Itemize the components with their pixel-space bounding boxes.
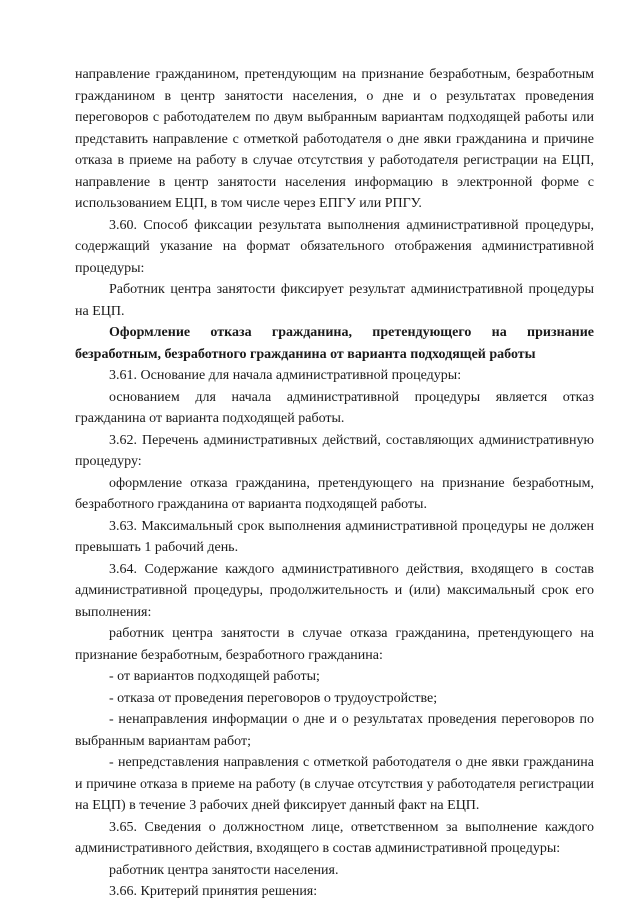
document-body	[75, 64, 594, 903]
list-item-no-referral: - непредставления направления с отметкой работодателя о дне явки гражданина и причине отказа в приеме на работу (в случае отсутствия у работодателя регистрации на ЕЦП) в течение 3 рабочих дней фиксирует данный факт на ЕЦП.	[75, 755, 594, 813]
paragraph-3-62-action: оформление отказа гражданина, претендующего на признание безработным, безработного гражданина от варианта подходящей работы.	[75, 475, 594, 512]
paragraph-3-62: 3.62. Перечень административных действий, составляющих административную процедуру:	[75, 432, 594, 469]
list-item-no-information: - ненаправления информации о дне и о результатах проведения переговоров по выбранным вариантам работ;	[75, 712, 594, 749]
paragraph-3-60-result: Работник центра занятости фиксирует результат административной процедуры на ЕЦП.	[75, 282, 594, 319]
section-heading-refusal: Оформление отказа гражданина, претендующего на признание безработным, безработного гражданина от варианта подходящей работы	[75, 325, 594, 362]
paragraph-direction-info: направление гражданином, претендующим на признание безработным, безработным гражданином в центр занятости населения, о дне и о результатах проведения переговоров с работодателем по двум выбранным вариантам подходящей работы или представить направление с отметкой работодателя о дне явки гражданина и причине отказа в приеме на работу в случае отсутствия у работодателя регистрации на ЕЦП, направление в центр занятости населения информацию в электронной форме с использованием ЕЦП, в том числе через ЕПГУ или РПГУ.	[75, 67, 594, 211]
paragraph-3-60: 3.60. Способ фиксации результата выполнения административной процедуры, содержащий указание на формат обязательного отображения административной процедуры:	[75, 217, 594, 276]
paragraph-3-63: 3.63. Максимальный срок выполнения административной процедуры не должен превышать 1 рабочий день.	[75, 518, 594, 555]
list-item-refusal-vacancies: - от вариантов подходящей работы;	[109, 669, 320, 684]
paragraph-3-61: 3.61. Основание для начала административной процедуры:	[109, 368, 462, 383]
paragraph-3-66: 3.66. Критерий принятия решения:	[109, 884, 318, 899]
paragraph-3-64-worker: работник центра занятости в случае отказа гражданина, претендующего на признание безработным, безработного гражданина:	[75, 626, 594, 663]
list-item-refusal-negotiations: - отказа от проведения переговоров о трудоустройстве;	[109, 690, 438, 706]
paragraph-3-64: 3.64. Содержание каждого административного действия, входящего в состав административной процедуры, продолжительность и (или) максимальный срок его выполнения:	[75, 561, 594, 620]
paragraph-3-65: 3.65. Сведения о должностном лице, ответственном за выполнение каждого административного действия, входящего в состав административной процедуры:	[75, 819, 594, 856]
paragraph-3-61-basis: основанием для начала административной процедуры является отказ гражданина от варианта подходящей работы.	[75, 389, 594, 426]
paragraph-3-65-official: работник центра занятости населения.	[109, 862, 339, 878]
